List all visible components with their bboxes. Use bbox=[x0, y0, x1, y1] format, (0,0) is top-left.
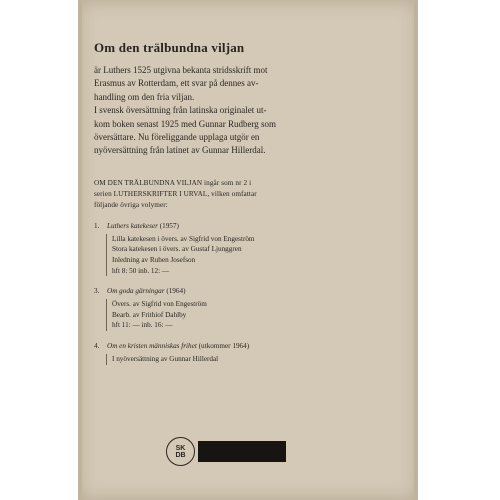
series-line: serien LUTHERSKRIFTER I URVAL, vilken omfattar bbox=[94, 189, 257, 198]
volume-number: 3. bbox=[94, 287, 100, 296]
intro-line: nyöversättning från latinet av Gunnar Hillerdal. bbox=[94, 145, 266, 156]
intro-line: är Luthers 1525 utgivna bekanta stridsskrift mot bbox=[94, 65, 268, 75]
cover-right-edge bbox=[414, 0, 418, 500]
volume-price-line: hft 11: — inb. 16: — bbox=[112, 321, 173, 330]
intro-line: kom boken senast 1925 med Gunnar Rudberg som bbox=[94, 118, 277, 129]
volume-title: Luthers katekeser bbox=[107, 221, 158, 230]
intro-line: I svensk översättning från latinska originalet ut- bbox=[94, 105, 267, 116]
volume-year: (1964) bbox=[166, 287, 186, 296]
volume-number: 4. bbox=[94, 342, 100, 350]
series-line: OM DEN TRÄLBUNDNA VILJAN ingår som nr 2 i bbox=[94, 178, 252, 187]
volume-detail-line: Stora katekesen i övers. av Gustaf Ljunggren bbox=[112, 245, 242, 254]
series-line: följande övriga volymer: bbox=[94, 200, 168, 209]
volume-detail-line: Bearb. av Frithiof Dahlby bbox=[112, 310, 187, 319]
volume-detail-line: Inledning av Ruben Josefson bbox=[112, 256, 196, 265]
intro-line: handling om den fria viljan. bbox=[94, 91, 195, 102]
volume-title: Om goda gärningar bbox=[107, 287, 165, 296]
cover-left-edge bbox=[78, 0, 82, 500]
publisher-logo-icon bbox=[166, 437, 195, 466]
logo-text-top: SK bbox=[175, 444, 186, 452]
volume-detail-line: Lilla katekesen i övers. av Sigfrid von Engeström bbox=[112, 234, 255, 243]
cover-text-block bbox=[94, 40, 344, 365]
volume-entry-1 bbox=[94, 222, 344, 276]
volume-details bbox=[106, 354, 344, 365]
blacked-out-label bbox=[198, 441, 286, 462]
intro-line: Erasmus av Rotterdam, ett svar på dennes av- bbox=[94, 78, 259, 89]
volume-number: 1. bbox=[94, 221, 100, 230]
volume-title: Om en kristen människas frihet bbox=[107, 342, 197, 350]
volume-entry-3 bbox=[94, 287, 344, 331]
volume-entry-4 bbox=[94, 342, 344, 365]
volume-details bbox=[106, 299, 344, 331]
volume-details bbox=[106, 234, 344, 276]
intro-line: översättare. Nu föreliggande upplaga utgör en bbox=[94, 132, 260, 143]
volume-price-line: hft 8: 50 inb. 12: — bbox=[112, 266, 170, 275]
volume-detail-line: I nyöversättning av Gunnar Hillerdal bbox=[112, 355, 219, 363]
intro-paragraph bbox=[94, 64, 344, 158]
volume-year: (utkommer 1964) bbox=[198, 342, 250, 350]
series-description bbox=[94, 178, 344, 211]
logo-text-bottom: DB bbox=[175, 451, 186, 459]
volume-detail-line: Övers. av Sigfrid von Engeström bbox=[112, 300, 207, 309]
book-title: Om den trälbundna viljan bbox=[94, 40, 245, 55]
volume-year: (1957) bbox=[159, 221, 179, 230]
